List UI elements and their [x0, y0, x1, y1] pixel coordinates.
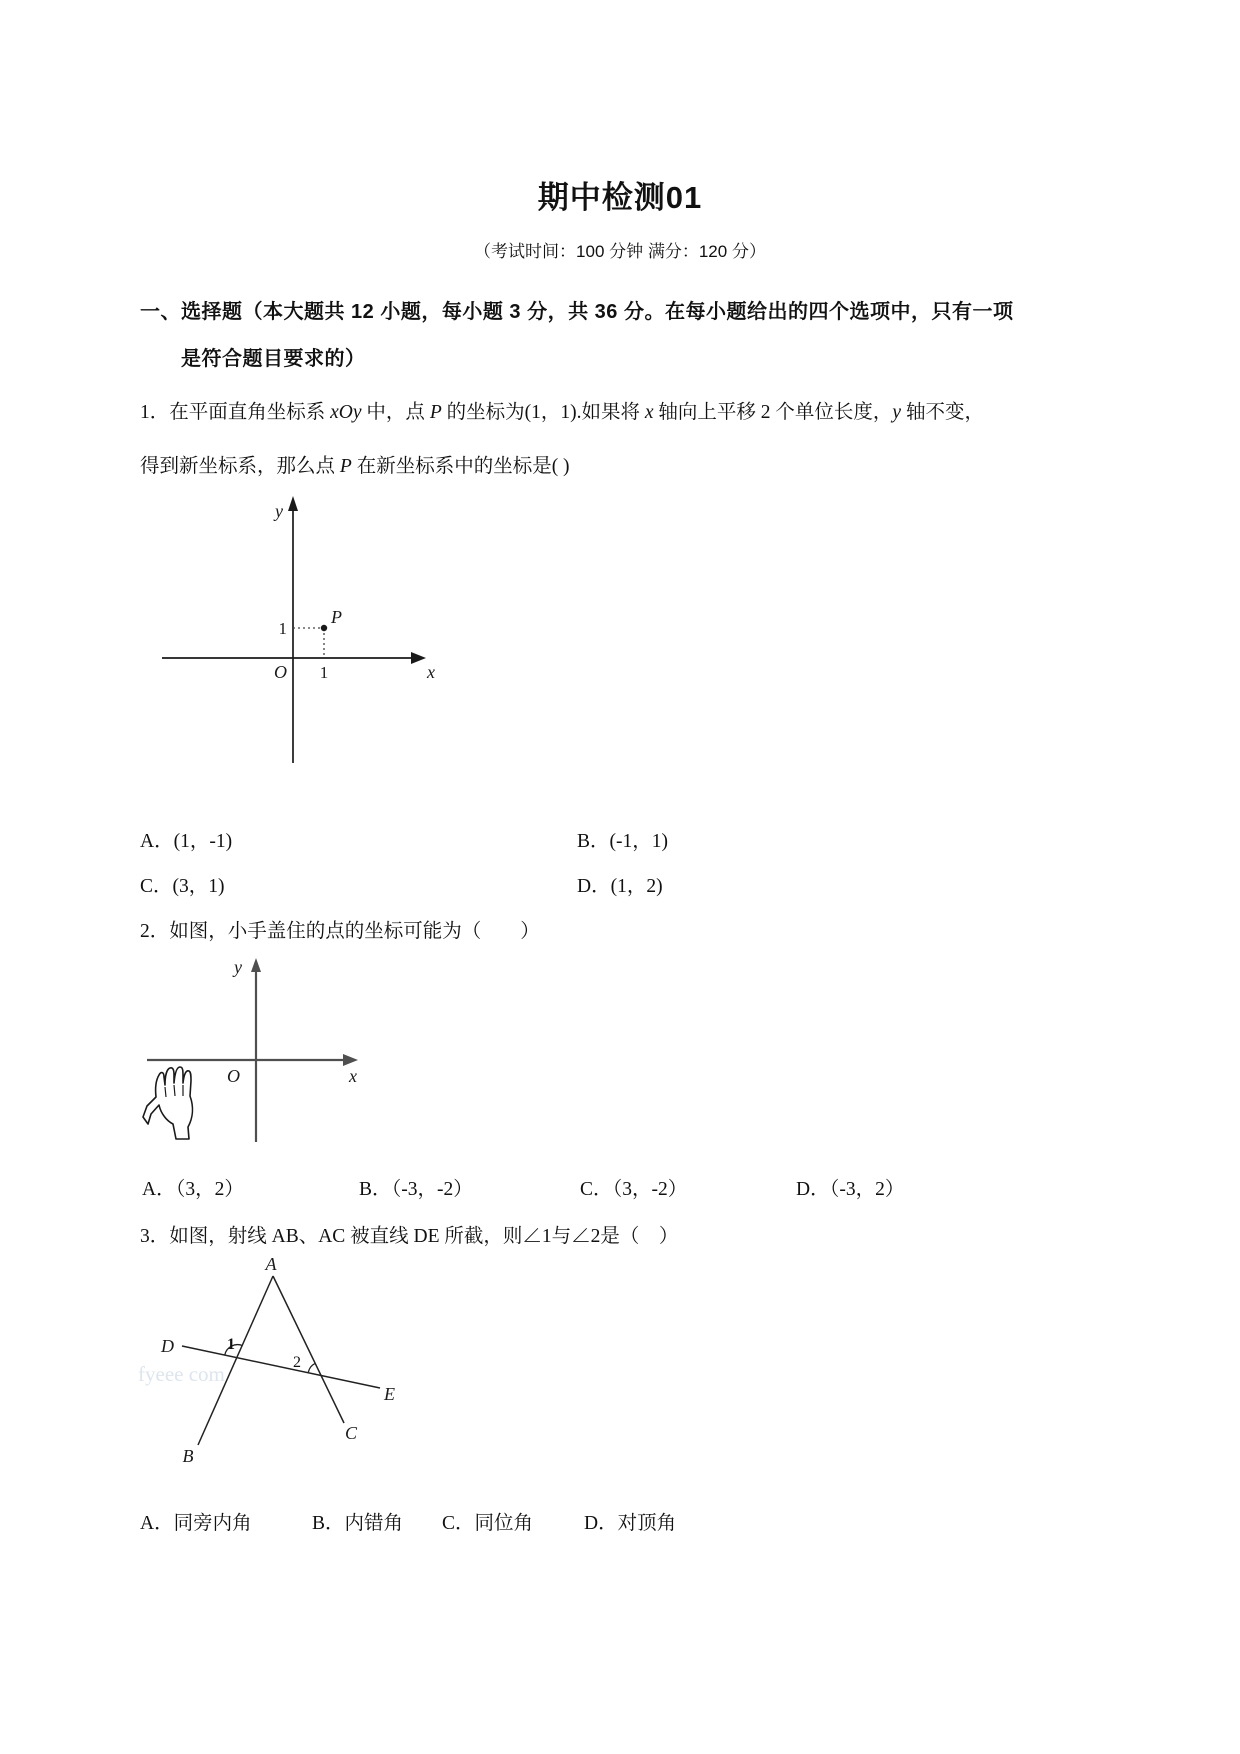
q1-var-xOy: xOy	[330, 402, 362, 423]
q1-var-x: x	[644, 402, 654, 423]
q1-stem-line2	[140, 450, 570, 478]
angle-1-label: 1	[227, 1336, 235, 1353]
x-axis-arrow-icon	[343, 1054, 358, 1066]
vertex-A-label: A	[265, 1255, 277, 1274]
ray-AB	[198, 1276, 273, 1445]
origin-label: O	[227, 1066, 240, 1086]
q1-figure	[150, 495, 440, 780]
q2-figure	[130, 955, 370, 1147]
section-heading-line1: 一、选择题（本大题共 12 小题，每小题 3 分，共 36 分。在每小题给出的四个选项中，只有一项	[140, 301, 1014, 323]
x-tick-1: 1	[319, 663, 329, 682]
q1-stem-text: 轴不变，	[901, 402, 984, 423]
y-axis-arrow-icon	[251, 958, 261, 972]
q2-option-b: B．（-3，-2）	[359, 1179, 473, 1200]
watermark: fyeee com	[138, 1362, 225, 1386]
y-tick-1: 1	[278, 619, 287, 638]
section-heading-line2: 是符合题目要求的）	[181, 348, 366, 370]
q1-var-P: P	[339, 456, 352, 477]
q1-stem-text: 得到新坐标系，那么点	[140, 456, 340, 477]
x-axis-label: x	[427, 662, 435, 682]
endpoint-B-label: B	[182, 1446, 194, 1466]
q1-stem-line1	[140, 396, 984, 424]
q1-stem-text: 的坐标为(1，1).如果将	[441, 402, 645, 423]
q1-option-c: C．(3，1)	[140, 876, 225, 897]
point-P-label: P	[331, 607, 342, 627]
origin-label: O	[274, 662, 287, 682]
endpoint-C-label: C	[344, 1423, 358, 1443]
q3-stem: 3．如图，射线 AB、AC 被直线 DE 所截，则∠1与∠2是（ ）	[140, 1226, 679, 1247]
q3-figure	[130, 1255, 460, 1470]
angle-2-label: 2	[293, 1354, 301, 1371]
q1-stem-text: 在新坐标系中的坐标是( )	[351, 456, 570, 477]
x-axis-label: x	[349, 1066, 357, 1086]
exam-info-line: （考试时间：100 分钟 满分：120 分）	[474, 242, 766, 261]
q2-option-d: D．（-3，2）	[796, 1179, 905, 1200]
q3-option-c: C．同位角	[442, 1513, 534, 1534]
angle-2-arc	[308, 1363, 315, 1372]
q1-var-P: P	[429, 402, 442, 423]
hand-outline	[143, 1067, 192, 1139]
q3-option-a: A．同旁内角	[140, 1513, 252, 1534]
hand-icon	[143, 1067, 192, 1139]
q1-stem-text: 中，点	[361, 402, 430, 423]
q3-option-b: B．内错角	[312, 1513, 404, 1534]
endpoint-D-label: D	[161, 1336, 174, 1356]
point-P-dot	[321, 625, 327, 631]
y-axis-label: y	[234, 957, 242, 977]
q2-stem: 2．如图，小手盖住的点的坐标可能为（ ）	[140, 921, 540, 942]
q1-option-d: D．(1，2)	[577, 876, 663, 897]
y-axis-arrow-icon	[288, 496, 298, 511]
ray-AC	[273, 1276, 344, 1423]
q3-option-d: D．对顶角	[584, 1513, 677, 1534]
q2-option-a: A．（3，2）	[142, 1179, 244, 1200]
q1-option-b: B．(-1，1)	[577, 831, 668, 852]
x-axis-arrow-icon	[411, 652, 426, 664]
q1-option-a: A．(1，-1)	[140, 831, 233, 852]
q1-stem-text: 轴向上平移 2 个单位长度，	[653, 402, 893, 423]
y-axis-label: y	[275, 501, 283, 521]
q1-stem-text: 1．在平面直角坐标系	[140, 402, 331, 423]
q1-var-y: y	[892, 402, 902, 423]
page-title: 期中检测01	[537, 180, 703, 215]
endpoint-E-label: E	[384, 1384, 395, 1404]
q2-option-c: C．（3，-2）	[580, 1179, 688, 1200]
